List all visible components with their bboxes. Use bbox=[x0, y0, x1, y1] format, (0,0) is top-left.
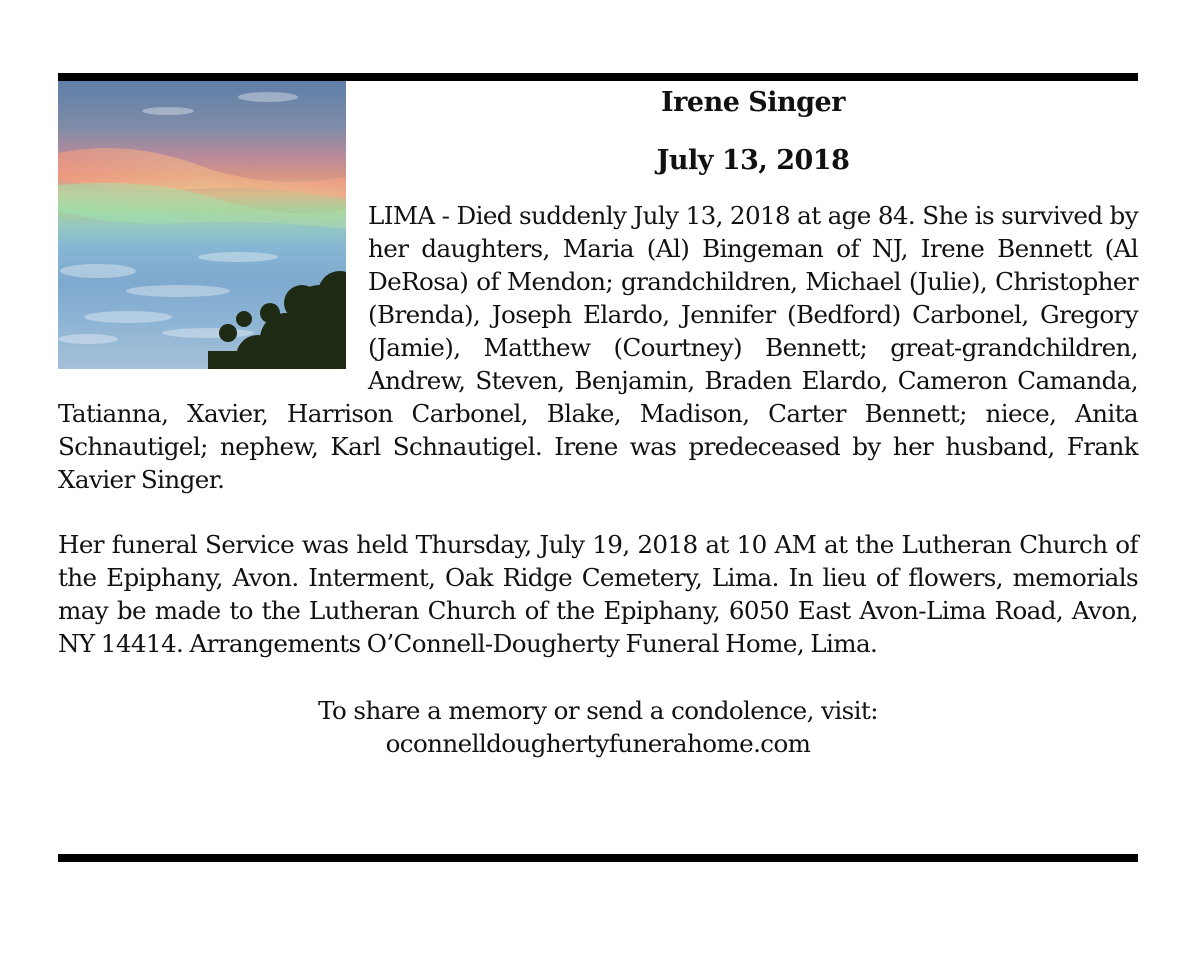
obituary-paragraph-survivors: LIMA - Died suddenly July 13, 2018 at age 84. She is survived by her daughters, Maria (Al) Bingeman of NJ, Irene Bennett (Al DeRosa) of Mendon; grandchildren, Michael (Julie), Christopher (Brenda), Joseph Elardo, Jennifer (Bedford) Carbonel, Gregory (Jamie), Matthew (Courtney) Bennett; great-grandchildren, Andrew, Steven, Benjamin, Braden Elardo, Cameron Camanda, Tatianna, Xavier, Harrison Carbonel, Blake, Madison, Carter Bennett; niece, Anita Schnautigel; nephew, Karl Schnautigel. Irene was predeceased by her husband, Frank Xavier Singer. bbox=[58, 201, 1138, 494]
death-date-heading: July 13, 2018 bbox=[656, 145, 850, 176]
funeral-home-website: oconnelldoughertyfunerahome.com bbox=[385, 729, 811, 758]
bottom-border-rule bbox=[58, 854, 1138, 862]
condolence-line: To share a memory or send a condolence, visit: bbox=[318, 696, 878, 725]
obituary-paragraph-service: Her funeral Service was held Thursday, July 19, 2018 at 10 AM at the Lutheran Church of the Epiphany, Avon. Interment, Oak Ridge Cemetery, Lima. In lieu of flowers, memorials may be made to the Lutheran Church of the Epiphany, 6050 East Avon-Lima Road, Avon, NY 14414. Arrangements O’Connell-Dougherty Funeral Home, Lima. bbox=[58, 530, 1138, 658]
condolence-section bbox=[58, 694, 1138, 760]
rainbow-sky-photo bbox=[58, 81, 346, 369]
top-border-rule bbox=[58, 73, 1138, 81]
obituary-notice bbox=[58, 81, 1138, 760]
deceased-name-heading: Irene Singer bbox=[661, 87, 845, 118]
